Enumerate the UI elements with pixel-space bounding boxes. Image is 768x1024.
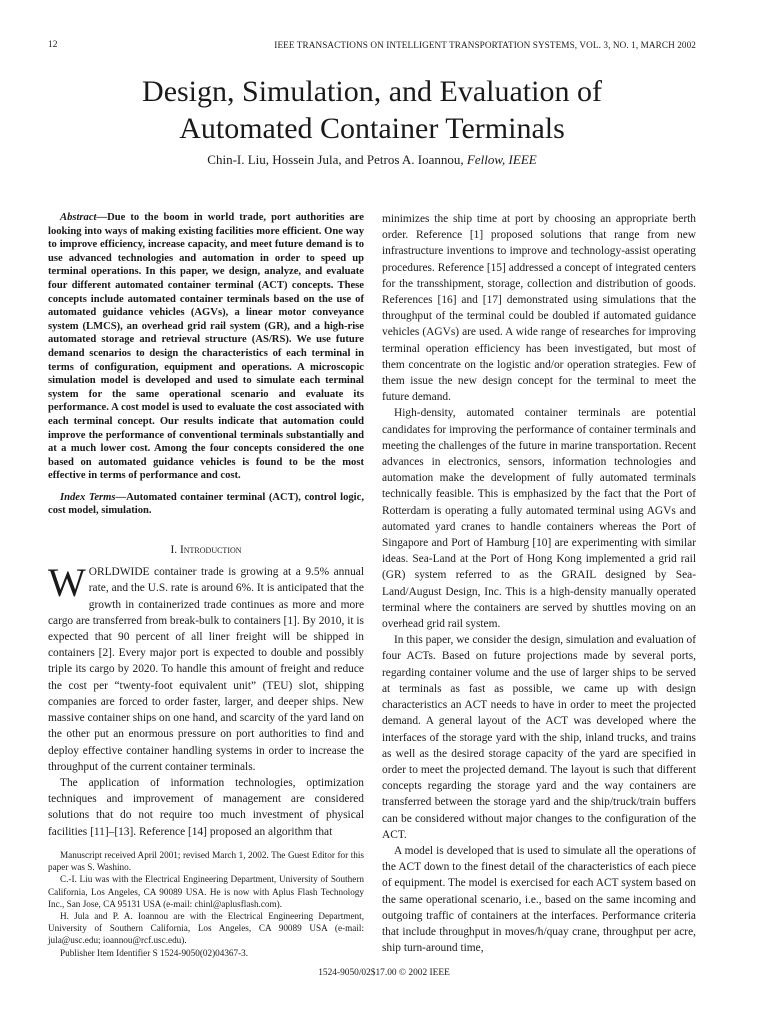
abstract-dash: — bbox=[96, 212, 108, 223]
running-header: IEEE TRANSACTIONS ON INTELLIGENT TRANSPORTATION SYSTEMS, VOL. 3, NO. 1, MARCH 2002 bbox=[274, 40, 696, 50]
footnote-received: Manuscript received April 2001; revised March 1, 2002. The Guest Editor for this paper was S. Washino. bbox=[48, 850, 364, 873]
drop-cap: W bbox=[48, 560, 86, 606]
author-affiliation: Fellow, IEEE bbox=[466, 152, 537, 167]
right-paragraph-2: High-density, automated container terminals are potential candidates for improving the performance of container terminals and meeting the challenges of the future in marine transportation. Recent advances in electronics, sensors, information technologies and automation make the development of fully automated terminals technically feasible. This is emphasized by the fact that the Port of Rotterdam is operating a fully automated terminal using AGVs and automated yard cranes to handle containers whereas the Port of Singapore and Port of Hamburg [10] are experimenting with similar ideas. Sea-Land at the Port of Hong Kong implemented a grid rail (GR) system referred to as the GRAIL designed by Sea-Land/August Design, Inc. This is a high-density manually operated terminal where the containers are served by shuttles moving on an overhead grid rail system. bbox=[382, 407, 696, 631]
section-title: Introduction bbox=[179, 544, 242, 557]
author-line bbox=[48, 152, 696, 168]
abstract-text: Due to the boom in world trade, port authorities are looking into ways of making existing facilities more efficient. One way to improve efficiency, increase capacity, and meet future demand is to use advanced technologies and automation in order to speed up terminal operations. In this paper, we design, analyze, and evaluate four different automated container terminal (ACT) concepts. These concepts include automated container terminals based on the use of automated guidance vehicles (AGVs), a linear motor conveyance system (LMCS), an overhead grid rail system (GR), and a high-rise automated storage and retrieval structure (AS/RS). We use future demand scenarios to design the characteristics of each terminal in terms of configuration, equipment and operations. A microscopic simulation model is developed and used to simulate each terminal system for the same operational scenario and evaluate its performance. A cost model is used to evaluate the cost associated with each terminal concept. Our results indicate that automation could improve the performance of conventional terminals substantially and at a much lower cost. Among the four concepts considered the one based on automated guidance vehicles is found to be the most effective in terms of performance and cost. bbox=[48, 212, 364, 482]
right-paragraph-4: A model is developed that is used to simulate all the operations of the ACT down to the finest detail of the characteristics of each piece of equipment. The model is exercised for each ACT system based on the same operational scenario, i.e., based on the same incoming and outgoing traffic of containers at the interfaces. Performance criteria that include throughput in moves/h/quay crane, throughput per acre, ship turn-around time, bbox=[382, 844, 696, 955]
index-terms bbox=[48, 491, 364, 518]
section-heading bbox=[48, 542, 364, 558]
footnote-jula-ioannou: H. Jula and P. A. Ioannou are with the Electrical Engineering Department, University of Southern California, Los Angeles, CA 90089 USA (e-mail: jula@usc.edu; ioannou@rcf.usc.edu). bbox=[48, 911, 364, 946]
footnote-liu: C.-I. Liu was with the Electrical Engineering Department, University of Southern California, Los Angeles, CA 90089 USA. He is now with Aplus Flash Technology Inc., San Jose, CA 95131 USA (e-mail: chinl@aplusflash.com). bbox=[48, 874, 364, 909]
copyright-footer: 1524-9050/02$17.00 © 2002 IEEE bbox=[318, 968, 450, 978]
author-names: Chin-I. Liu, Hossein Jula, and Petros A. Ioannou, bbox=[207, 152, 464, 167]
paper-title bbox=[48, 73, 696, 147]
right-paragraph-3: In this paper, we consider the design, simulation and evaluation of four ACTs. Based on future projections made by several ports, regarding container volume and the use of larger ships to be served at terminals as fast as possible, we came up with design characteristics an ACT needs to have in order to meet the projected demand. A general layout of the ACT was developed where the interfaces of the storage yard with the ship, inland trucks, and trains as well as the desired storage capacity of the yard are specified in order to meet the projected demand. The layout is such that different concepts regarding the storage yard and the way containers are transferred between the storage yard and the ship/truck/train buffers can be considered without major changes to the configuration of the ACT. bbox=[382, 634, 696, 841]
intro-paragraph-2: The application of information technologies, optimization techniques and improvement of management are considered solutions that do not require too much investment of physical facilities [11]–[13]. Reference [14] proposed an algorithm that bbox=[48, 776, 364, 838]
index-terms-dash: — bbox=[115, 491, 127, 503]
page-number: 12 bbox=[48, 40, 58, 50]
title-line-2: Automated Container Terminals bbox=[179, 112, 565, 145]
title-line-1: Design, Simulation, and Evaluation of bbox=[142, 75, 602, 108]
index-terms-text: Automated container terminal (ACT), control logic, cost model, simulation. bbox=[48, 491, 364, 517]
footnotes bbox=[48, 849, 364, 959]
abstract bbox=[48, 211, 364, 483]
section-numeral: I. bbox=[170, 544, 178, 557]
abstract-label: Abstract bbox=[60, 212, 97, 223]
footnote-publisher-id: Publisher Item Identifier S 1524-9050(02)04367-3. bbox=[60, 947, 249, 958]
intro-paragraph-1-text: ORLDWIDE container trade is growing at a 9.5% annual rate, and the U.S. rate is around 6%. It is anticipated that the growth in containerized trade continues as more and more cargo are transferred from break-bulk to containers [1]. By 2010, it is expected that 90 percent of all liner freight will be shipped in containers [2]. Every major port is expected to double and possibly triple its cargo by 2020. To handle this amount of freight and reduce the cost per “twenty-foot equivalent unit” (TEU) slot, shipping companies are forced to order faster, larger, and deeper ships. New massive container ships on one hand, and scarcity of the yard land on the other put an enormous pressure on port authorities to find and deploy effective container handling systems in order to increase the throughput of the current container terminals. bbox=[48, 566, 365, 773]
right-column bbox=[382, 211, 696, 956]
left-column bbox=[48, 211, 364, 840]
right-paragraph-1: minimizes the ship time at port by choosing an appropriate berth order. Reference [1] proposed solutions that range from new infrastructure inventions to improve and technology-assist operating procedures. Reference [15] addressed a concept of integrated centers for the transshipment, storage, collection and distribution of goods. References [16] and [17] demonstrated using simulations that the throughput of the terminal could be doubled if automated guidance vehicles (AGVs) are used. A wide range of researches for improving terminal operation efficiency has been investigated, but most of them concentrate on the logistic and/or operation strategies. Few of them issue the new design concept for the terminal to meet the future demand. bbox=[382, 213, 696, 404]
intro-paragraph-1 bbox=[48, 560, 365, 775]
index-terms-label: Index Terms bbox=[60, 491, 116, 503]
